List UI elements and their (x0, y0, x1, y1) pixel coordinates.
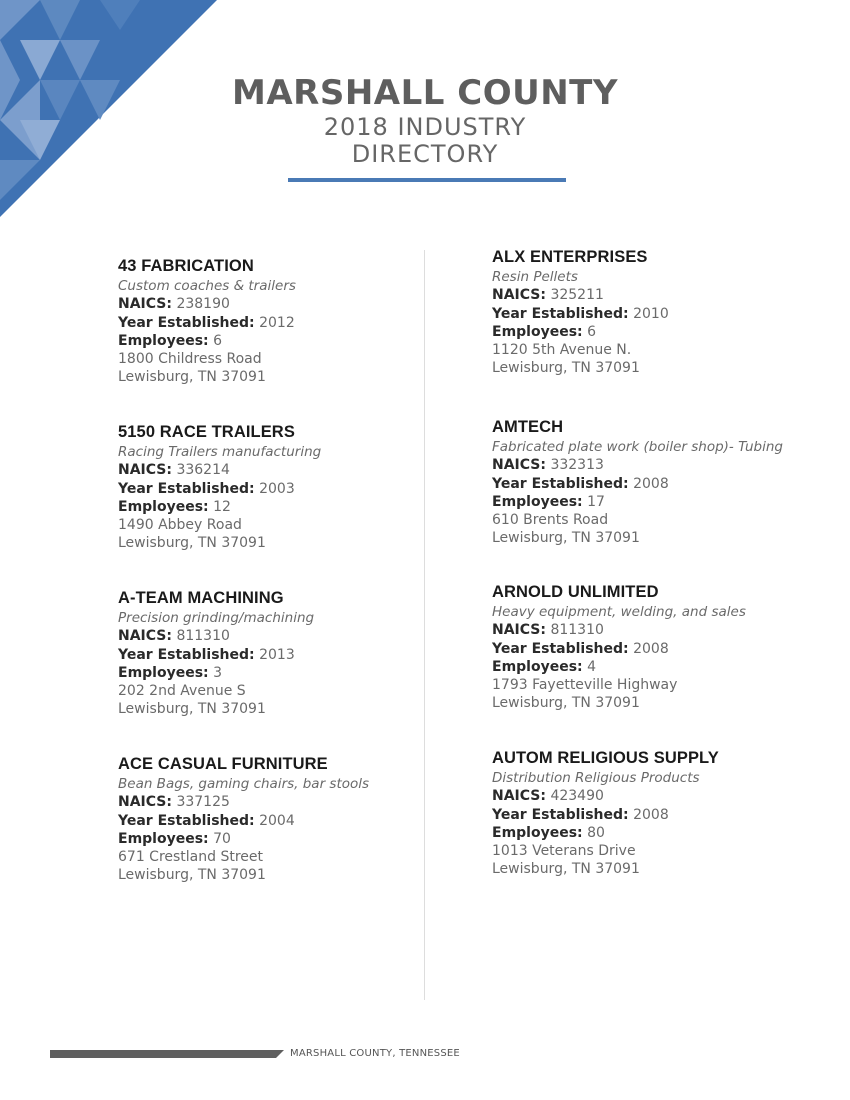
employees-label: Employees: (118, 664, 209, 681)
title-block (175, 72, 675, 168)
naics-value: 811310 (550, 622, 604, 639)
company-entry (492, 749, 832, 879)
company-name: AMTECH (492, 418, 564, 436)
employees-value: 6 (213, 332, 223, 349)
year-line (118, 480, 458, 498)
year-line (118, 314, 458, 332)
footer-bar (50, 1050, 276, 1058)
address-city: Lewisburg, TN 37091 (118, 369, 266, 386)
employees-value: 70 (213, 830, 231, 847)
naics-label: NAICS: (118, 296, 172, 313)
naics-value: 238190 (176, 296, 230, 313)
company-name: ACE CASUAL FURNITURE (118, 755, 328, 773)
naics-value: 325211 (550, 287, 604, 304)
year-label: Year Established: (118, 314, 255, 331)
company-entry (118, 589, 458, 719)
employees-label: Employees: (492, 824, 583, 841)
year-value: 2003 (259, 480, 295, 497)
employees-line (118, 332, 458, 350)
year-label: Year Established: (492, 640, 629, 657)
employees-value: 80 (587, 824, 605, 841)
year-value: 2008 (633, 475, 669, 492)
year-line (492, 806, 832, 824)
year-line (492, 475, 832, 493)
company-description: Precision grinding/machining (118, 610, 315, 626)
naics-line (118, 627, 458, 645)
naics-line (492, 456, 832, 474)
page-title: MARSHALL COUNTY (232, 73, 618, 113)
employees-line (492, 824, 832, 842)
naics-label: NAICS: (492, 622, 546, 639)
year-value: 2004 (259, 812, 295, 829)
address-street: 610 Brents Road (492, 512, 609, 529)
company-name: AUTOM RELIGIOUS SUPPLY (492, 749, 719, 767)
address-city: Lewisburg, TN 37091 (118, 535, 266, 552)
employees-line (118, 830, 458, 848)
naics-label: NAICS: (492, 287, 546, 304)
address-street: 1800 Childress Road (118, 351, 262, 368)
naics-label: NAICS: (118, 794, 172, 811)
year-label: Year Established: (492, 305, 629, 322)
address-city: Lewisburg, TN 37091 (118, 867, 266, 884)
title-underline (288, 178, 566, 182)
year-value: 2008 (633, 806, 669, 823)
company-description: Fabricated plate work (boiler shop)- Tubing (492, 439, 783, 455)
company-entry (492, 583, 832, 713)
company-description: Custom coaches & trailers (118, 278, 296, 294)
company-entry (118, 755, 458, 885)
address-city: Lewisburg, TN 37091 (492, 360, 640, 377)
naics-line (118, 295, 458, 313)
employees-line (118, 664, 458, 682)
address-city: Lewisburg, TN 37091 (492, 861, 640, 878)
employees-label: Employees: (118, 830, 209, 847)
employees-value: 4 (587, 658, 597, 675)
naics-label: NAICS: (492, 788, 546, 805)
year-line (492, 305, 832, 323)
year-label: Year Established: (118, 480, 255, 497)
company-entry (118, 423, 458, 553)
company-description: Bean Bags, gaming chairs, bar stools (118, 776, 370, 792)
company-name: A-TEAM MACHINING (118, 589, 284, 607)
naics-line (118, 793, 458, 811)
year-value: 2012 (259, 314, 295, 331)
year-line (118, 812, 458, 830)
employees-line (118, 498, 458, 516)
naics-label: NAICS: (118, 628, 172, 645)
employees-value: 12 (213, 498, 231, 515)
naics-line (492, 286, 832, 304)
naics-value: 337125 (176, 794, 230, 811)
address-city: Lewisburg, TN 37091 (492, 530, 640, 547)
employees-label: Employees: (492, 323, 583, 340)
naics-label: NAICS: (118, 462, 172, 479)
footer-text: MARSHALL COUNTY, TENNESSEE (290, 1048, 460, 1059)
employees-value: 17 (587, 493, 605, 510)
employees-value: 6 (587, 323, 597, 340)
naics-line (492, 621, 832, 639)
company-entry (118, 257, 458, 387)
address-street: 1490 Abbey Road (118, 517, 242, 534)
page-subtitle-line2: DIRECTORY (351, 140, 499, 168)
employees-label: Employees: (492, 658, 583, 675)
year-value: 2013 (259, 646, 295, 663)
page-subtitle-line1: 2018 INDUSTRY (323, 113, 527, 141)
company-name: 43 FABRICATION (118, 257, 254, 275)
company-name: ARNOLD UNLIMITED (492, 583, 659, 601)
address-city: Lewisburg, TN 37091 (118, 701, 266, 718)
address-street: 1120 5th Avenue N. (492, 342, 632, 359)
naics-label: NAICS: (492, 457, 546, 474)
employees-label: Employees: (492, 493, 583, 510)
address-street: 1793 Fayetteville Highway (492, 677, 678, 694)
company-description: Resin Pellets (492, 269, 578, 285)
naics-value: 423490 (550, 788, 604, 805)
year-label: Year Established: (118, 812, 255, 829)
year-label: Year Established: (492, 475, 629, 492)
employees-value: 3 (213, 664, 223, 681)
address-street: 671 Crestland Street (118, 849, 264, 866)
employees-line (492, 493, 832, 511)
employees-label: Employees: (118, 332, 209, 349)
year-value: 2010 (633, 305, 669, 322)
naics-value: 811310 (176, 628, 230, 645)
employees-line (492, 323, 832, 341)
naics-line (492, 787, 832, 805)
employees-line (492, 658, 832, 676)
naics-line (118, 461, 458, 479)
address-city: Lewisburg, TN 37091 (492, 695, 640, 712)
company-description: Heavy equipment, welding, and sales (492, 604, 746, 620)
year-label: Year Established: (118, 646, 255, 663)
address-street: 202 2nd Avenue S (118, 683, 246, 700)
year-line (118, 646, 458, 664)
year-value: 2008 (633, 640, 669, 657)
company-entry (492, 418, 832, 548)
naics-value: 332313 (550, 457, 604, 474)
company-entry (492, 248, 832, 378)
employees-label: Employees: (118, 498, 209, 515)
address-street: 1013 Veterans Drive (492, 843, 636, 860)
company-name: 5150 RACE TRAILERS (118, 423, 295, 441)
year-label: Year Established: (492, 806, 629, 823)
naics-value: 336214 (176, 462, 230, 479)
company-description: Racing Trailers manufacturing (118, 444, 322, 460)
company-description: Distribution Religious Products (492, 770, 700, 786)
company-name: ALX ENTERPRISES (492, 248, 648, 266)
year-line (492, 640, 832, 658)
